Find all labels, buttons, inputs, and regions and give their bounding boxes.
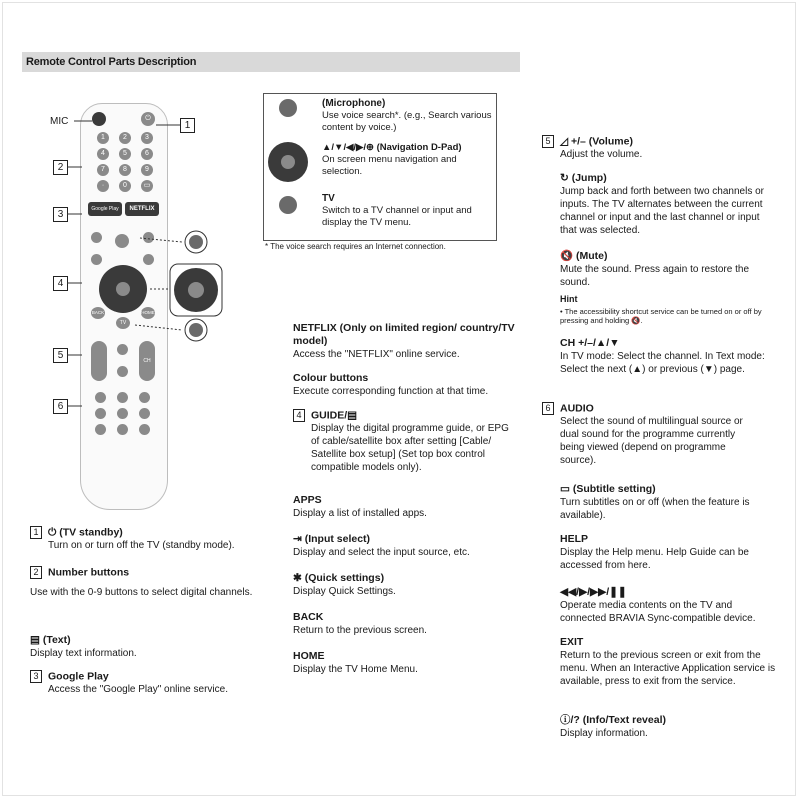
mid-item-desc: Display Quick Settings. bbox=[293, 586, 396, 597]
mid-item-title-text: GUIDE/▤ bbox=[311, 409, 358, 422]
mid-item-title bbox=[293, 572, 515, 585]
keypad-button: · bbox=[97, 180, 109, 192]
right-item-title bbox=[560, 533, 776, 546]
standby-button: ⏻ bbox=[141, 112, 155, 126]
right-item-title-text: AUDIO bbox=[560, 402, 594, 415]
mid-item-desc: Return to the previous screen. bbox=[293, 625, 427, 636]
right-item-title bbox=[560, 293, 776, 306]
mid-item bbox=[293, 409, 515, 474]
mid-item bbox=[293, 494, 515, 520]
right-item-title-text: HELP bbox=[560, 533, 589, 545]
mid-item-title-text: HOME bbox=[293, 650, 325, 662]
right-item-title bbox=[560, 636, 776, 649]
mid-item-title bbox=[293, 611, 515, 624]
ref-dpad-title: ▲/▼/◀/▶/⊕ (Navigation D-Pad) bbox=[322, 142, 462, 153]
left-item-title bbox=[30, 566, 262, 579]
right-item bbox=[560, 293, 776, 306]
ref-mic-title: (Microphone) bbox=[322, 98, 386, 109]
right-item-title bbox=[560, 586, 776, 599]
right-item-desc: Mute the sound. Press again to restore the sound. bbox=[560, 264, 749, 288]
ref-dpad bbox=[322, 141, 492, 178]
right-item-title-text: CH +/–/▲/▼ bbox=[560, 337, 620, 349]
right-item-title-text: ↻ (Jump) bbox=[560, 172, 607, 184]
right-item bbox=[560, 250, 776, 289]
right-item bbox=[560, 636, 776, 688]
left-item-desc: Use with the 0-9 buttons to select digital channels. bbox=[30, 587, 253, 598]
left-item-title bbox=[30, 526, 262, 539]
mid-item-title bbox=[293, 322, 515, 348]
ref-footnote: * The voice search requires an Internet connection. bbox=[265, 242, 446, 251]
right-item-title-text: 🔇 (Mute) bbox=[560, 250, 608, 262]
mid-item-title-text: NETFLIX (Only on limited region/ country/TV model) bbox=[293, 322, 515, 347]
right-item bbox=[560, 337, 776, 376]
mid-item bbox=[293, 650, 515, 676]
right-item-title-text: ◿ +/– (Volume) bbox=[560, 135, 633, 148]
mid-item bbox=[293, 572, 515, 598]
right-item bbox=[542, 135, 758, 161]
left-item-title-text: Number buttons bbox=[48, 566, 130, 579]
item-number-badge: 6 bbox=[542, 402, 554, 415]
keypad-button: 0 bbox=[119, 180, 131, 192]
netflix-button: NETFLIX bbox=[125, 202, 159, 216]
keypad-button: 8 bbox=[119, 164, 131, 176]
callout-5: 5 bbox=[53, 348, 68, 363]
mic-label: MIC bbox=[50, 116, 69, 127]
mid-item bbox=[293, 372, 515, 398]
left-item bbox=[30, 526, 262, 552]
mid-item-desc: Display a list of installed apps. bbox=[293, 508, 427, 519]
ref-mic-desc: Use voice search*. (e.g., Search various content by voice.) bbox=[322, 110, 492, 133]
ref-tv-title: TV bbox=[322, 193, 335, 204]
callout-2: 2 bbox=[53, 160, 68, 175]
right-item-title bbox=[560, 172, 776, 185]
right-item bbox=[560, 586, 776, 625]
right-item-title-text: EXIT bbox=[560, 636, 584, 648]
left-item-title bbox=[30, 670, 262, 683]
left-item-desc: Display text information. bbox=[30, 648, 137, 659]
left-item bbox=[30, 566, 262, 579]
right-item-desc: Jump back and forth between two channels or inputs. The TV alternates between the current channel or input and the last channel or input that was selected. bbox=[560, 186, 765, 236]
left-item-desc: Access the "Google Play" online service. bbox=[48, 684, 228, 696]
right-item-title bbox=[560, 337, 776, 350]
right-item-desc: Turn subtitles on or off (when the feature is available). bbox=[560, 497, 750, 521]
keypad-button: 5 bbox=[119, 148, 131, 160]
tv-button: TV bbox=[116, 317, 130, 329]
ref-mic bbox=[322, 97, 492, 134]
right-item-title bbox=[542, 135, 758, 148]
back-button: BACK bbox=[91, 307, 105, 319]
mid-item bbox=[293, 533, 515, 559]
mid-item-title bbox=[293, 409, 515, 422]
mid-item-desc: Display the TV Home Menu. bbox=[293, 664, 418, 675]
left-item-desc: Turn on or turn off the TV (standby mode). bbox=[48, 540, 235, 552]
mid-item-title bbox=[293, 533, 515, 546]
left-item-title bbox=[30, 634, 262, 647]
mid-item-desc: Execute corresponding function at that time. bbox=[293, 386, 489, 397]
mid-item-desc: Access the "NETFLIX" online service. bbox=[293, 349, 460, 360]
right-item bbox=[560, 307, 776, 325]
right-item-title bbox=[560, 714, 776, 727]
ref-tv bbox=[322, 192, 492, 229]
keypad-button: 6 bbox=[141, 148, 153, 160]
mid-item-title-text: ✱ (Quick settings) bbox=[293, 572, 385, 584]
right-item bbox=[560, 483, 776, 522]
item-number-badge: 4 bbox=[293, 409, 305, 422]
right-item-desc: Return to the previous screen or exit from the menu. When an Interactive Application service is available, press to exit from the service. bbox=[560, 650, 776, 687]
google-play-button: Google Play bbox=[88, 202, 122, 216]
right-item-desc: Operate media contents on the TV and connected BRAVIA Sync-compatible device. bbox=[560, 600, 756, 624]
keypad-button: 7 bbox=[97, 164, 109, 176]
item-number-badge: 2 bbox=[30, 566, 42, 579]
right-item-desc: • The accessibility shortcut service can be turned on or off by pressing and holding 🔇. bbox=[560, 307, 762, 325]
mid-item-title bbox=[293, 372, 515, 385]
ref-dpad-desc: On screen menu navigation and selection. bbox=[322, 154, 457, 177]
right-item bbox=[542, 402, 758, 467]
callout-1: 1 bbox=[180, 118, 195, 133]
right-item-desc: In TV mode: Select the channel. In Text mode: Select the next (▲) or previous (▼) page. bbox=[560, 351, 765, 375]
right-item-title bbox=[560, 250, 776, 263]
left-item-title-text: ▤ (Text) bbox=[30, 634, 71, 646]
keypad-button: 3 bbox=[141, 132, 153, 144]
mid-item-title-text: ⇥ (Input select) bbox=[293, 533, 371, 545]
mid-item-title-text: Colour buttons bbox=[293, 372, 369, 384]
section-header: Remote Control Parts Description bbox=[22, 52, 520, 72]
keypad-button: 1 bbox=[97, 132, 109, 144]
mid-item-desc: Display and select the input source, etc. bbox=[293, 547, 470, 558]
mid-item-desc: Display the digital programme guide, or EPG of cable/satellite box after setting [Cable/ Satellite box setup] (Set top box control compatible models only). bbox=[311, 423, 509, 474]
keypad-button: 2 bbox=[119, 132, 131, 144]
mid-item-title-text: APPS bbox=[293, 494, 322, 506]
mid-item-title bbox=[293, 650, 515, 663]
item-number-badge: 5 bbox=[542, 135, 554, 148]
left-item-title-text: ⏻ (TV standby) bbox=[48, 526, 123, 539]
callout-3: 3 bbox=[53, 207, 68, 222]
item-number-badge: 1 bbox=[30, 526, 42, 539]
mid-item bbox=[293, 611, 515, 637]
right-item-title-text: ◀◀/▶/▶▶/❚❚ bbox=[560, 586, 627, 598]
right-item bbox=[560, 172, 776, 237]
mid-item-title bbox=[293, 494, 515, 507]
right-item-title bbox=[560, 483, 776, 496]
left-item bbox=[30, 586, 262, 599]
right-item-desc: Select the sound of multilingual source or dual sound for the programme currently being viewed (depend on programme source). bbox=[560, 416, 743, 467]
left-item-title-text: Google Play bbox=[48, 670, 109, 683]
item-number-badge: 3 bbox=[30, 670, 42, 683]
left-item bbox=[30, 670, 262, 696]
right-item-title-text: Hint bbox=[560, 294, 578, 304]
left-item bbox=[30, 634, 262, 660]
right-item-title-text: ⓘ/? (Info/Text reveal) bbox=[560, 714, 666, 726]
keypad-button: 9 bbox=[141, 164, 153, 176]
right-item bbox=[560, 533, 776, 572]
ref-tv-desc: Switch to a TV channel or input and display the TV menu. bbox=[322, 205, 472, 228]
right-item-desc: Display information. bbox=[560, 728, 648, 739]
callout-4: 4 bbox=[53, 276, 68, 291]
mid-item-title-text: BACK bbox=[293, 611, 324, 623]
right-item bbox=[560, 714, 776, 740]
right-item-desc: Display the Help menu. Help Guide can be accessed from here. bbox=[560, 547, 749, 571]
channel-rocker: CH bbox=[139, 341, 155, 381]
keypad-button: 4 bbox=[97, 148, 109, 160]
callout-6: 6 bbox=[53, 399, 68, 414]
home-button: HOME bbox=[141, 307, 155, 319]
right-item-title bbox=[542, 402, 758, 415]
right-item-desc: Adjust the volume. bbox=[560, 149, 643, 161]
mid-item bbox=[293, 322, 515, 361]
keypad-button: ▭ bbox=[141, 180, 153, 192]
right-item-title-text: ▭ (Subtitle setting) bbox=[560, 483, 656, 495]
